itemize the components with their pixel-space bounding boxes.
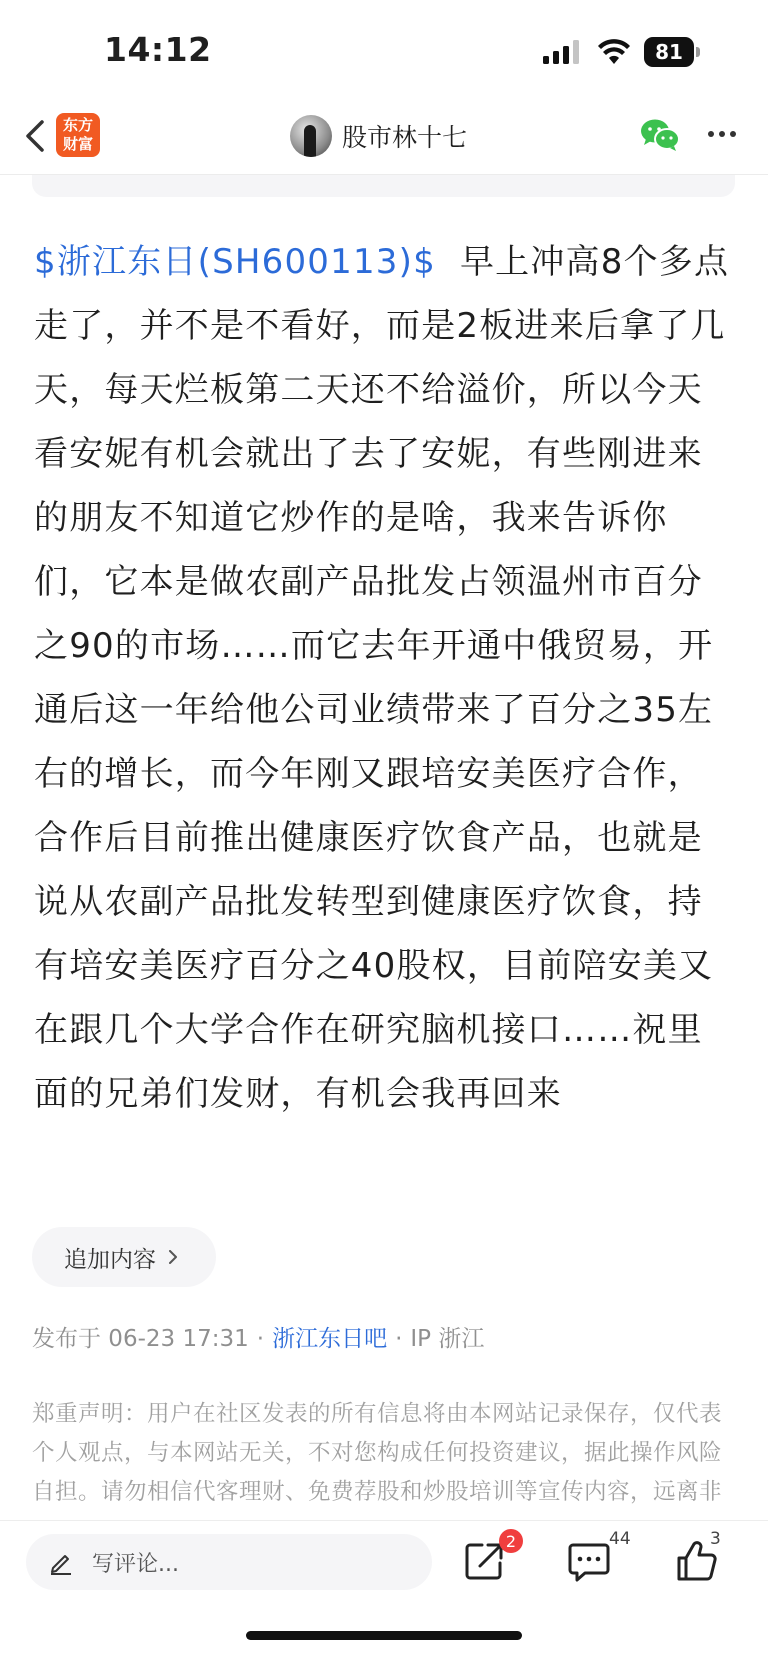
previous-card-edge [32,175,735,197]
avatar[interactable] [290,115,332,157]
author-name[interactable]: 股市林十七 [342,123,468,152]
brand-logo-line1: 东方 [62,116,93,134]
post-body [34,230,737,1126]
append-content-label: 追加内容 [64,1246,156,1273]
bottom-action-bar [0,1520,768,1666]
battery-indicator [644,37,700,67]
meta-separator: · [395,1326,403,1352]
append-content-button[interactable] [32,1227,216,1287]
stock-tag-link[interactable]: $浙江东日(SH600113)$ [34,242,436,282]
status-bar [0,0,768,100]
meta-separator: · [256,1326,265,1352]
more-options-icon[interactable] [706,122,738,146]
post-content: 早上冲高8个多点走了，并不是不看好，而是2板进来后拿了几天，每天烂板第二天还不给溢价，所以今天看安妮有机会就出了去了安妮，有些刚进来的朋友不知道它炒作的是啥，我来告诉你们，它本是做农副产品批发占领温州市百分之90的市场……而它去年开通中俄贸易，开通后这一年给他公司业绩带来了百分之35左右的增长，而今年刚又跟培安美医疗合作，合作后目前推出健康医疗饮食产品，也就是说从农副产品批发转型到健康医疗饮食，持有培安美医疗百分之40股权，目前陪安美又在跟几个大学合作在研究脑机接口……祝里面的兄弟们发财，有机会我再回来 [34,242,730,1114]
home-indicator [246,1631,522,1640]
status-time: 14:12 [104,30,212,69]
cellular-signal-icon [543,40,583,64]
brand-logo-line2: 财富 [62,135,93,153]
nav-bar [0,100,768,175]
stock-bar-link[interactable]: 浙江东日吧 [272,1326,388,1352]
ip-location: IP 浙江 [410,1326,485,1352]
post-meta [32,1320,484,1353]
battery-level: 81 [644,37,694,67]
comment-count: 44 [609,1529,631,1549]
brand-logo[interactable] [56,113,100,157]
wifi-icon [597,38,631,66]
wechat-share-icon[interactable] [640,118,680,152]
back-button[interactable] [18,114,54,158]
like-count: 3 [710,1529,721,1549]
chevron-right-icon [166,1250,180,1264]
comment-placeholder: 写评论... [92,1551,179,1577]
comment-input[interactable] [26,1534,432,1590]
disclaimer: 郑重声明：用户在社区发表的所有信息将由本网站记录保存，仅代表个人观点，与本网站无关，不对您构成任何投资建议，据此操作风险自担。请勿相信代客理财、免费荐股和炒股培训等宣传内容，远离非 [32,1401,723,1505]
pencil-icon [48,1549,74,1575]
author-info[interactable] [290,112,467,160]
publish-time: 发布于 06-23 17:31 [32,1326,249,1352]
comment-button[interactable] [567,1541,611,1583]
share-badge: 2 [499,1529,523,1553]
